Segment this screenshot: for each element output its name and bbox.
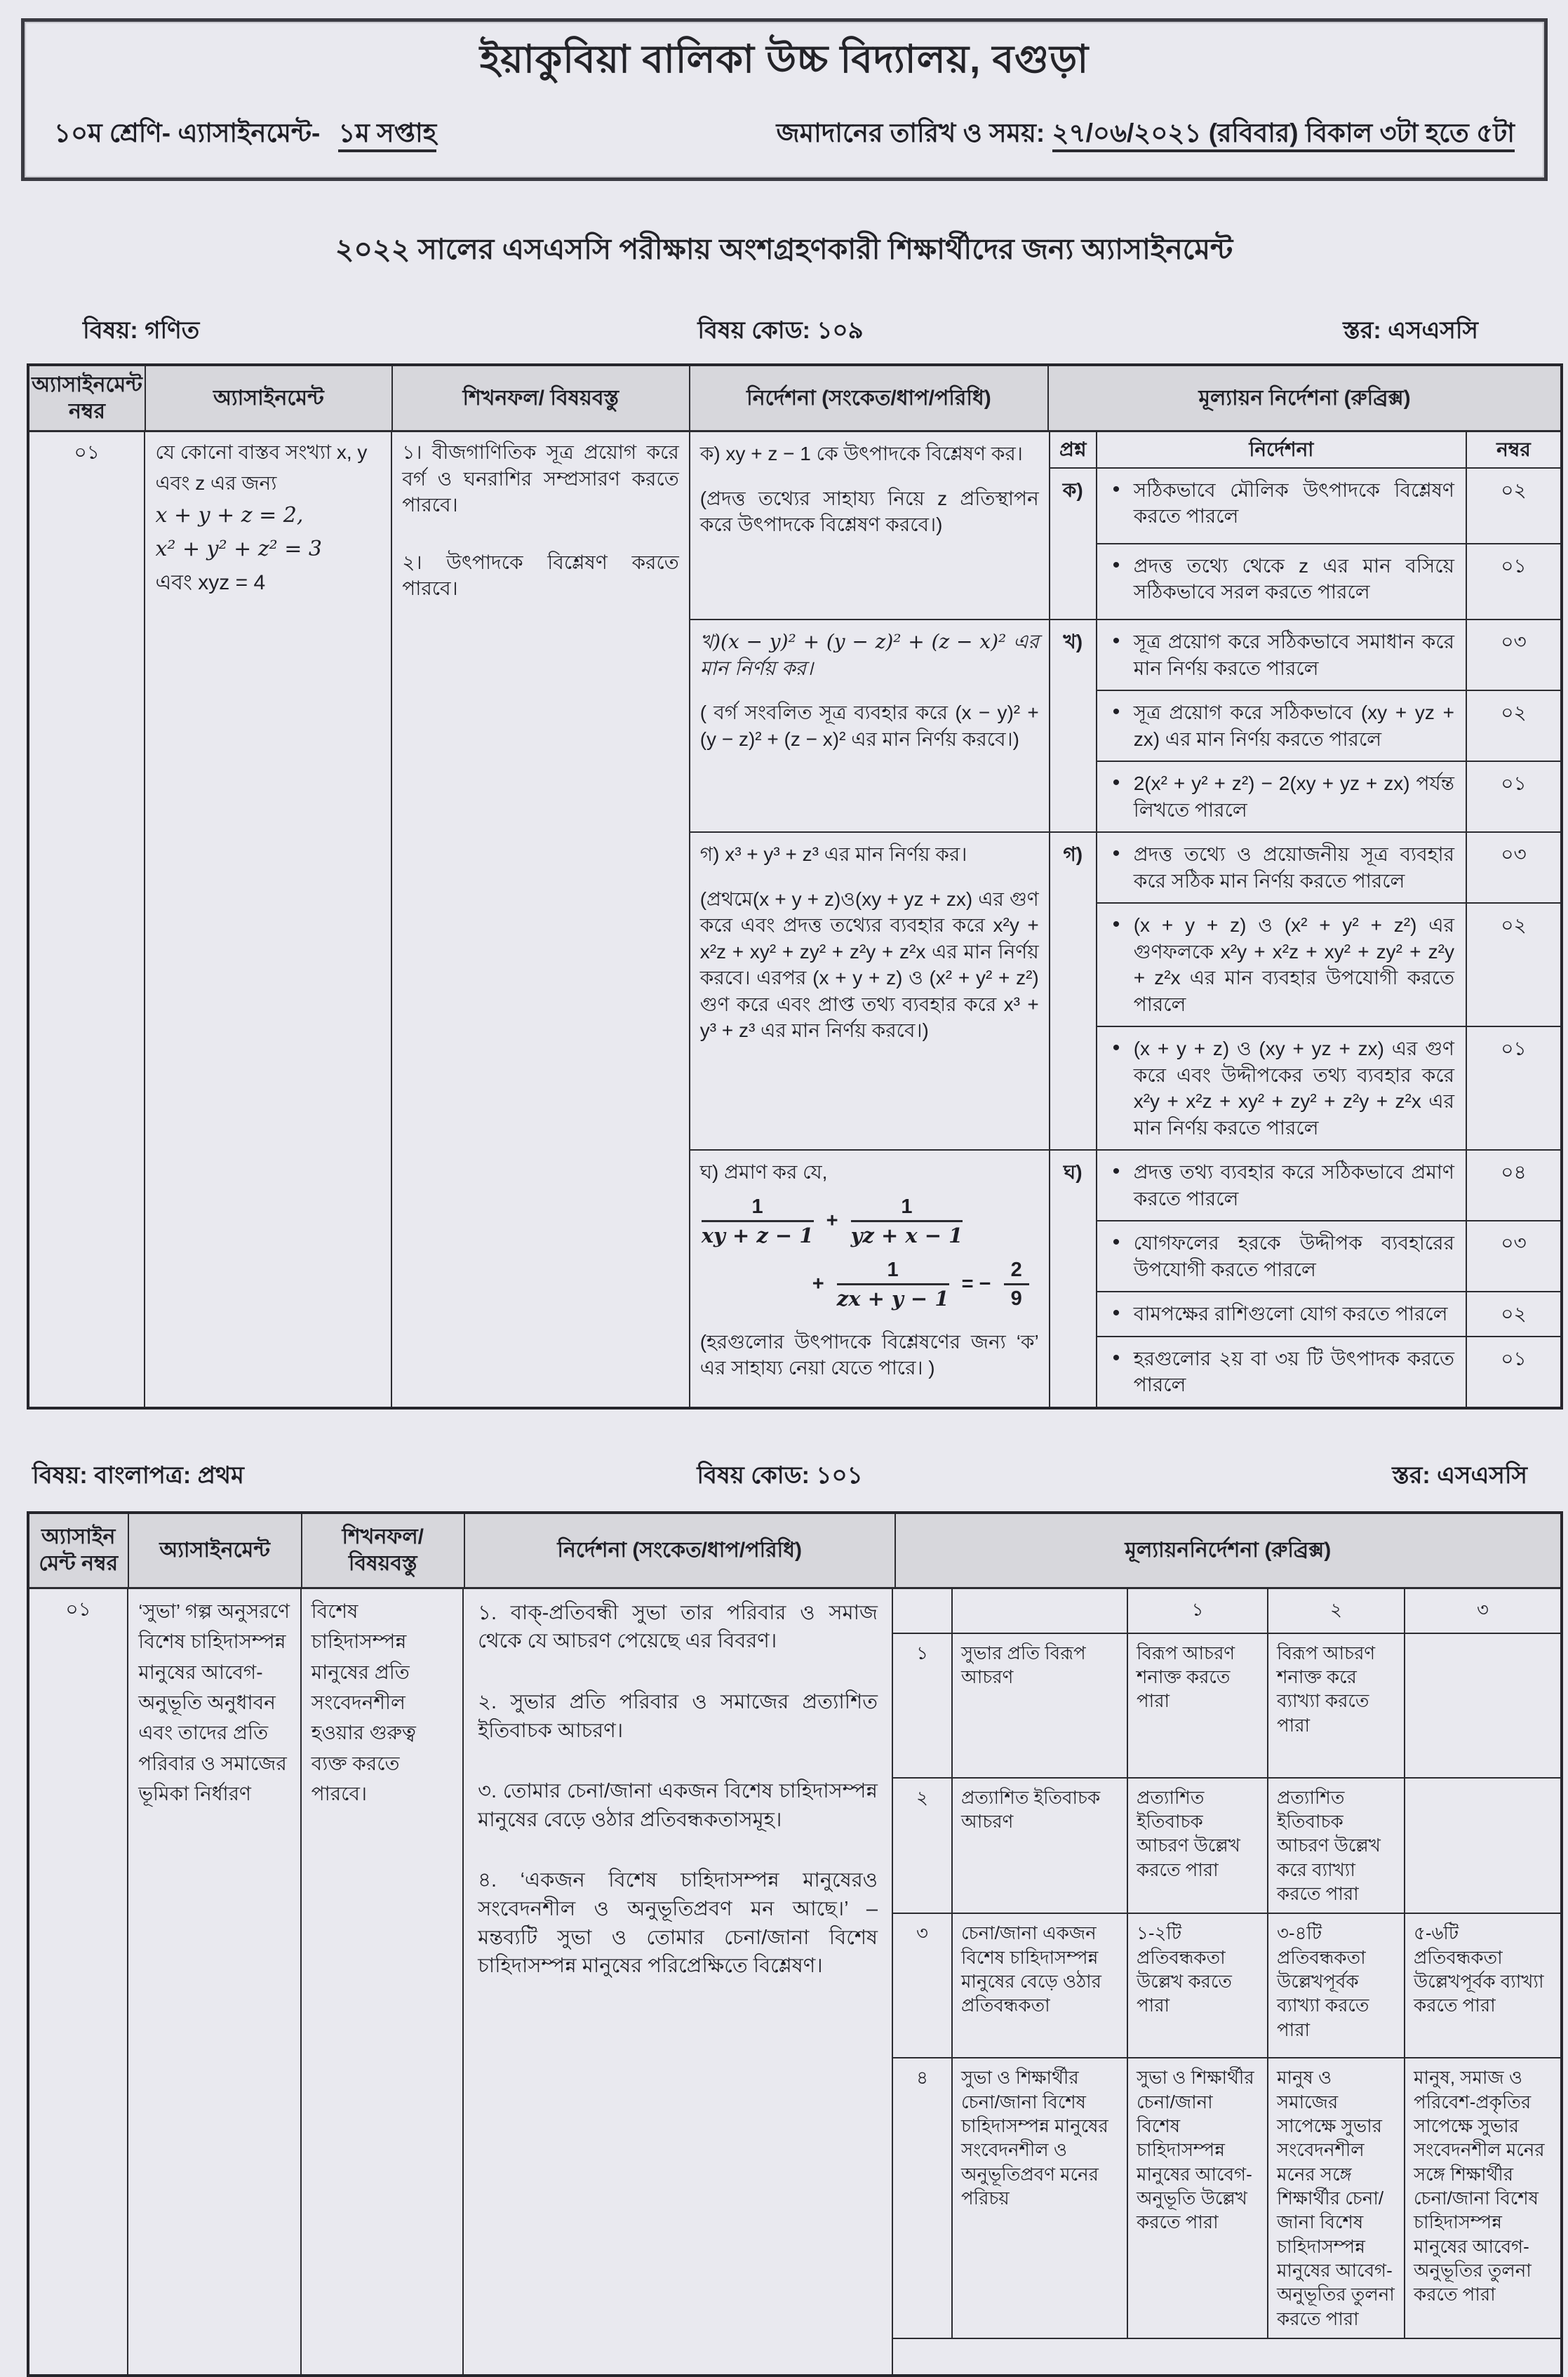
question-gha-text: ঘ) প্রমাণ কর যে, (699, 1161, 828, 1184)
rubric-row (1097, 1292, 1560, 1337)
rubric-row-number: ৪ (893, 2058, 953, 2337)
rubric-criterion: • সূত্র প্রয়োগ করে সঠিকভাবে সমাধান করে মান নির্ণয় করতে পারলে (1097, 620, 1467, 690)
question-gha-hint: (হরগুলোর উৎপাদকে বিশ্লেষণের জন্য ‘ক’ এর সাহায্য নেয়া যেতে পারে। ) (699, 1330, 1039, 1379)
question-ga (690, 833, 1050, 1149)
rubric-criterion: • যোগফলের হরকে উদ্দীপক ব্যবহারের উপযোগী করতে পারলে (1097, 1221, 1467, 1291)
rubric-criterion: • (x + y + z) ও (xy + yz + zx) এর গুণ করে এবং উদ্দীপকের তথ্য ব্যবহার করে x²y + x²z + xy² + zy² + z²y + z²x এর মান নির্ণয় করতে পারলে (1097, 1027, 1467, 1149)
assignment-cell (128, 1589, 301, 2374)
question-kha (690, 620, 1050, 831)
assignment-number-cell: ০১ (29, 1589, 128, 2374)
assignment-eq2: x² + y² + z² = 3 (155, 537, 322, 562)
col-header-assignment-number: অ্যাসাইন মেন্ট নম্বর (29, 1514, 129, 1587)
rubric-level-3-cell (1405, 1779, 1560, 1913)
rubric-level-3-header: ৩ (1477, 1598, 1489, 1620)
fraction-numerator: 1 (851, 1196, 963, 1222)
rubric-row-number: ১ (893, 1634, 953, 1777)
rubric-row (1097, 1221, 1560, 1292)
rubric-row (1097, 833, 1560, 904)
rubric-row (1097, 904, 1560, 1027)
rubric-marks: ০৩ (1501, 631, 1527, 652)
rubric-marks: ০১ (1501, 1038, 1527, 1060)
rubric-marks: ০১ (1501, 1347, 1527, 1370)
rubric-kha-body (1050, 620, 1560, 831)
rubric-marks: ০২ (1501, 702, 1527, 724)
question-ga-text: গ) x³ + y³ + z³ এর মান নির্ণয় কর। (699, 843, 967, 866)
rubric-row (1097, 1337, 1560, 1407)
rubric-criterion: • প্রদত্ত তথ্য ব্যবহার করে সঠিকভাবে প্রমাণ করতে পারলে (1097, 1151, 1467, 1220)
rubric-level-2-cell: মানুষ ও সমাজের সাপেক্ষে সুভার সংবেদনশীল মনের সঙ্গে শিক্ষার্থীর চেনা/জানা বিশেষ চাহিদাসম্পন্ন মানুষের আবেগ- অনুভূতির তুলনা করতে পারা (1268, 2058, 1405, 2337)
math-table-body-row (29, 432, 1560, 1407)
direction-cell (464, 1589, 893, 2374)
rubric-criterion: • 2(x² + y² + z²) − 2(xy + yz + zx) পর্যন্ত লিখতে পারলে (1097, 762, 1467, 831)
bangla-subject: বিষয়: বাংলাপত্র: প্রথম (32, 1461, 244, 1489)
rubric-level-2-header: ২ (1268, 1589, 1405, 1633)
section-gha (690, 1151, 1560, 1407)
rubric-marks: ০১ (1501, 772, 1527, 795)
class-week-line (54, 112, 436, 156)
math-table-header-row (29, 366, 1560, 432)
rubric-level-1-cell: বিরূপ আচরণ শনাক্ত করতে পারা (1128, 1634, 1268, 1777)
rubric-level-1-cell: ১-২টি প্রতিবন্ধকতা উল্লেখ করতে পারা (1128, 1914, 1268, 2057)
rubric-gha-rows (1097, 1151, 1560, 1407)
rubric-row-1 (893, 1634, 1560, 1779)
col-header-outcome: শিখনফল/ বিষয়বস্তু (302, 1514, 465, 1587)
question-gha (690, 1151, 1050, 1407)
question-kha-hint: ( বর্গ সংবলিত সূত্র ব্যবহার করে (x − y)² + (y − z)² + (z − x)² এর মান নির্ণয় করবে।) (699, 702, 1039, 750)
rubric-kha-rows (1097, 620, 1560, 831)
rubric-gha-label: ঘ) (1050, 1151, 1097, 1407)
question-ka-hint: (প্রদত্ত তথ্যের সাহায্য নিয়ে z প্রতিস্থাপন করে উৎপাদকে বিশ্লেষণ করবে।) (699, 487, 1039, 536)
rubric-gha-body (1050, 1151, 1560, 1407)
equals-minus-operator: = − (961, 1273, 991, 1296)
question-ka-text: ক) xy + z − 1 কে উৎপাদকে বিশ্লেষণ কর। (699, 443, 1023, 464)
col-header-outcome: শিখনফল/ বিষয়বস্তু (393, 366, 690, 430)
rubric-row-3 (893, 1914, 1560, 2058)
math-assignment-table (27, 363, 1563, 1410)
col-header-assignment-number: অ্যাসাইনমেন্ট নম্বর (29, 366, 146, 430)
rubric-criterion: • (x + y + z) ও (x² + y² + z²) এর গুণফলকে x²y + x²z + xy² + zy² + z²y + z²x এর মান ব্যবহার উপযোগী করতে পারলে (1097, 904, 1467, 1026)
rubric-level-3-cell (1405, 1634, 1560, 1777)
week-label: ১ম সপ্তাহ (338, 119, 436, 152)
section-kha (690, 620, 1560, 833)
fraction-numerator: 1 (837, 1259, 949, 1285)
math-subject: বিষয়: গণিত (83, 317, 200, 344)
assignment-line2: এবং z এর জন্য (155, 471, 277, 494)
rubric-row (1097, 691, 1560, 762)
direction-item: ৩. তোমার চেনা/জানা একজন বিশেষ চাহিদাসম্পন্ন মানুষের বেড়ে ওঠার প্রতিবন্ধকতাসমূহ। (478, 1780, 878, 1831)
rubric-criterion: সুভার প্রতি বিরূপ আচরণ (953, 1634, 1128, 1777)
direction-and-rubric-block (690, 432, 1560, 1407)
rubric-marks: ০৪ (1501, 1161, 1527, 1184)
bangla-subject-code: বিষয় কোড: ১০১ (697, 1461, 863, 1489)
fraction-2 (851, 1196, 963, 1247)
fraction-3 (837, 1259, 949, 1311)
rubric-row-number: ৩ (893, 1914, 953, 2057)
rubric-subheader-question: প্রশ্ন (1050, 432, 1097, 467)
rubric-row (1097, 762, 1560, 831)
submission-label: জমাদানের তারিখ ও সময়: (776, 119, 1045, 147)
rubric-level-1-header: ১ (1128, 1589, 1268, 1633)
fraction-denominator: yz + x − 1 (850, 1224, 963, 1248)
rubric-subheader-marks: নম্বর (1496, 438, 1531, 460)
outcome-text: বিশেষ চাহিদাসম্পন্ন মানুষের প্রতি সংবেদনশীল হওয়ার গুরুত্ব ব্যক্ত করতে পারবে। (311, 1600, 416, 1805)
rubric-marks: ০২ (1501, 1303, 1527, 1325)
direction-item: ৪. ‘একজন বিশেষ চাহিদাসম্পন্ন মানুষেরও সংবেদনশীল ও অনুভূতিপ্রবণ মন আছে।’ – মন্তব্যটি সুভা ও তোমার চেনা/জানা বিশেষ চাহিদাসম্পন্ন মানুষের পরিপ্রেক্ষিতে বিশ্লেষণ। (478, 1869, 878, 1978)
question-ka (690, 432, 1050, 619)
rubric-ka-rows (1097, 469, 1560, 619)
fraction-denominator: zx + y − 1 (836, 1287, 949, 1311)
rubric-marks: ০৩ (1501, 843, 1527, 866)
bangla-table-body-row (29, 1589, 1560, 2374)
col-header-assignment: অ্যাসাইনমেন্ট (129, 1514, 302, 1587)
rubric-level-3-cell: মানুষ, সমাজ ও পরিবেশ-প্রকৃতির সাপেক্ষে সুভার সংবেদনশীল মনের সঙ্গে শিক্ষার্থীর চেনা/জানা বিশেষ চাহিদাসম্পন্ন মানুষের আবেগ- অনুভূতির তুলনা করতে পারা (1414, 2067, 1545, 2305)
rubric-level-1-cell: সুভা ও শিক্ষার্থীর চেনা/জানা বিশেষ চাহিদাসম্পন্ন মানুষের আবেগ- অনুভূতি উল্লেখ করতে পারা (1128, 2058, 1268, 2337)
school-name: ইয়াকুবিয়া বালিকা উচ্চ বিদ্যালয়, বগুড়া (479, 37, 1090, 81)
fraction-rhs (1004, 1259, 1029, 1311)
rubric-level-3-cell: ৫-৬টি প্রতিবন্ধকতা উল্লেখপূর্বক ব্যাখ্যা করতে পারা (1414, 1922, 1544, 2016)
rubric-subheader-row (1050, 432, 1560, 469)
assignment-eq3: এবং xyz = 4 (155, 571, 266, 595)
rubric-level-2-cell: প্রত্যাশিত ইতিবাচক আচরণ উল্লেখ করে ব্যাখ্যা করতে পারা (1268, 1779, 1405, 1913)
rubric-level-1-cell: প্রত্যাশিত ইতিবাচক আচরণ উল্লেখ করতে পারা (1128, 1779, 1268, 1913)
rubric-row (1097, 1027, 1560, 1149)
rubric-criterion: • বামপক্ষের রাশিগুলো যোগ করতে পারলে (1097, 1292, 1467, 1336)
rubric-row (1097, 620, 1560, 691)
rubric-ka-block (1050, 432, 1560, 619)
rubric-row-4 (893, 2058, 1560, 2338)
question-ga-hint: (প্রথমে(x + y + z)ও(xy + yz + zx) এর গুণ করে এবং প্রদত্ত তথ্যের ব্যবহার করে x²y + x²z + xy² + zy² + z²y + z²x এর মান নির্ণয় করবে। এরপর (x + y + z) ও (x² + y² + z²) গুণ করে এবং প্রাপ্ত তথ্য ব্যবহার করে x³ + y³ + z³ এর মান নির্ণয় করবে।) (699, 888, 1039, 1042)
rubric-criterion: • প্রদত্ত তথ্যে থেকে z এর মান বসিয়ে সঠিকভাবে সরল করতে পারলে (1097, 544, 1467, 619)
rubric-ka-label: ক) (1050, 469, 1097, 619)
header-box (21, 18, 1548, 181)
rubric-empty-row (893, 2339, 1560, 2374)
rubric-row-2 (893, 1779, 1560, 1915)
assignment-number-cell: ০১ (29, 432, 145, 1407)
assignment-intro: যে কোনো বাস্তব সংখ্যা x, y (155, 441, 368, 463)
rubric-subheader-direction: নির্দেশনা (1097, 432, 1467, 467)
rubric-criterion: প্রত্যাশিত ইতিবাচক আচরণ (953, 1779, 1128, 1913)
math-subject-code: বিষয় কোড: ১০৯ (697, 317, 864, 344)
bangla-assignment-table (27, 1511, 1563, 2377)
assignment-cell (145, 432, 392, 1407)
submission-line (776, 112, 1515, 156)
rubric-level-2-cell: বিরূপ আচরণ শনাক্ত করে ব্যাখ্যা করতে পারা (1268, 1634, 1405, 1777)
header-meta-row (50, 112, 1519, 156)
outcome-item: ১। বীজগাণিতিক সূত্র প্রয়োগ করে বর্গ ও ঘনরাশির সম্প্রসারণ করতে পারবে। (402, 441, 679, 516)
rubric-ga-body (1050, 833, 1560, 1149)
rubric-row (1097, 1151, 1560, 1221)
plus-operator: + (812, 1273, 824, 1296)
assignment-text: ‘সুভা’ গল্প অনুসরণে বিশেষ চাহিদাসম্পন্ন মানুষের আবেগ- অনুভূতি অনুধাবন এবং তাদের প্রতি পরিবার ও সমাজের ভূমিকা নির্ধারণ (138, 1600, 290, 1805)
rubric-level-header-row (893, 1589, 1560, 1634)
equation-line-1 (702, 1196, 1039, 1247)
rubric-row (1097, 544, 1560, 619)
rubric-marks: ০২ (1501, 478, 1527, 501)
math-subject-row (83, 312, 1478, 352)
col-header-evaluation: মূল্যায়ন নির্দেশনা (রুব্রিক্স) (1049, 366, 1560, 430)
rubric-ga-label: গ) (1050, 833, 1097, 1149)
fraction-numerator: 1 (702, 1196, 814, 1222)
rubric-criterion: • সঠিকভাবে মৌলিক উৎপাদকে বিশ্লেষণ করতে পারলে (1097, 469, 1467, 543)
page-title: ২০২২ সালের এসএসসি পরীক্ষায় অংশগ্রহণকারী শিক্ষার্থীদের জন্য অ্যাসাইনমেন্ট (335, 233, 1233, 265)
rubric-empty-corner (893, 1589, 953, 1633)
rubric-row (1097, 469, 1560, 544)
rubric-criterion: চেনা/জানা একজন বিশেষ চাহিদাসম্পন্ন মানুষের বেড়ে ওঠার প্রতিবন্ধকতা (953, 1914, 1128, 2057)
rubric-criterion: • প্রদত্ত তথ্যে ও প্রয়োজনীয় সূত্র ব্যবহার করে সঠিক মান নির্ণয় করতে পারলে (1097, 833, 1467, 902)
outcome-cell (302, 1589, 464, 2374)
section-ka (690, 432, 1560, 620)
fraction-denominator: 9 (1010, 1287, 1022, 1311)
col-header-direction: নির্দেশনা (সংকেত/ধাপ/পরিধি) (465, 1514, 896, 1587)
direction-item: ১. বাক্‌-প্রতিবন্ধী সুভা তার পরিবার ও সমাজ থেকে যে আচরণ পেয়েছে এর বিবরণ। (478, 1601, 878, 1653)
plus-operator: + (826, 1210, 838, 1233)
rubric-marks: ০৩ (1501, 1232, 1527, 1254)
section-ga (690, 833, 1560, 1151)
col-header-assignment: অ্যাসাইনমেন্ট (146, 366, 393, 430)
assignment-eq1: x + y + z = 2, (155, 503, 304, 528)
rubric-row-number: ২ (893, 1779, 953, 1913)
bangla-subject-row (32, 1457, 1527, 1497)
direction-item: ২. সুভার প্রতি পরিবার ও সমাজের প্রত্যাশিত ইতিবাচক আচরণ। (478, 1691, 878, 1742)
outcome-cell (392, 432, 690, 1407)
rubric-block (893, 1589, 1560, 2374)
class-line: ১০ম শ্রেণি- এ্যাসাইনমেন্ট- (54, 119, 321, 147)
fraction-numerator: 2 (1004, 1259, 1029, 1285)
equation-line-2 (805, 1259, 1039, 1311)
rubric-empty-corner (953, 1589, 1128, 1633)
col-header-direction: নির্দেশনা (সংকেত/ধাপ/পরিধি) (690, 366, 1049, 430)
rubric-criterion: • সূত্র প্রয়োগ করে সঠিকভাবে (xy + yz + zx) এর মান নির্ণয় করতে পারলে (1097, 691, 1467, 761)
rubric-ga-rows (1097, 833, 1560, 1149)
fraction-1 (702, 1196, 814, 1247)
rubric-kha-label: খ) (1050, 620, 1097, 831)
rubric-criterion: • হরগুলোর ২য় বা ৩য় টি উৎপাদক করতে পারলে (1097, 1337, 1467, 1407)
rubric-ka-body (1050, 469, 1560, 619)
math-level: স্তর: এসএসসি (1343, 317, 1479, 344)
submission-value: ২৭/০৬/২০২১ (রবিবার) বিকাল ৩টা হতে ৫টা (1052, 119, 1515, 152)
outcome-item: ২। উৎপাদকে বিশ্লেষণ করতে পারবে। (402, 551, 679, 600)
question-kha-text: খ)(x − y)² + (y − z)² + (z − x)² এর মান নির্ণয় কর। (699, 630, 1039, 680)
rubric-level-2-cell: ৩-৪টি প্রতিবন্ধকতা উল্লেখপূর্বক ব্যাখ্যা করতে পারা (1268, 1914, 1405, 2057)
bangla-table-header-row (29, 1514, 1560, 1589)
rubric-marks: ০২ (1501, 914, 1527, 937)
rubric-marks: ০১ (1501, 554, 1527, 577)
bangla-level: স্তর: এসএসসি (1392, 1461, 1528, 1489)
fraction-denominator: xy + z − 1 (701, 1224, 814, 1248)
rubric-criterion: সুভা ও শিক্ষার্থীর চেনা/জানা বিশেষ চাহিদাসম্পন্ন মানুষের সংবেদনশীল ও অনুভূতিপ্রবণ মনের পরিচয় (953, 2058, 1128, 2337)
col-header-evaluation: মূল্যায়ননির্দেশনা (রুব্রিক্স) (896, 1514, 1560, 1587)
